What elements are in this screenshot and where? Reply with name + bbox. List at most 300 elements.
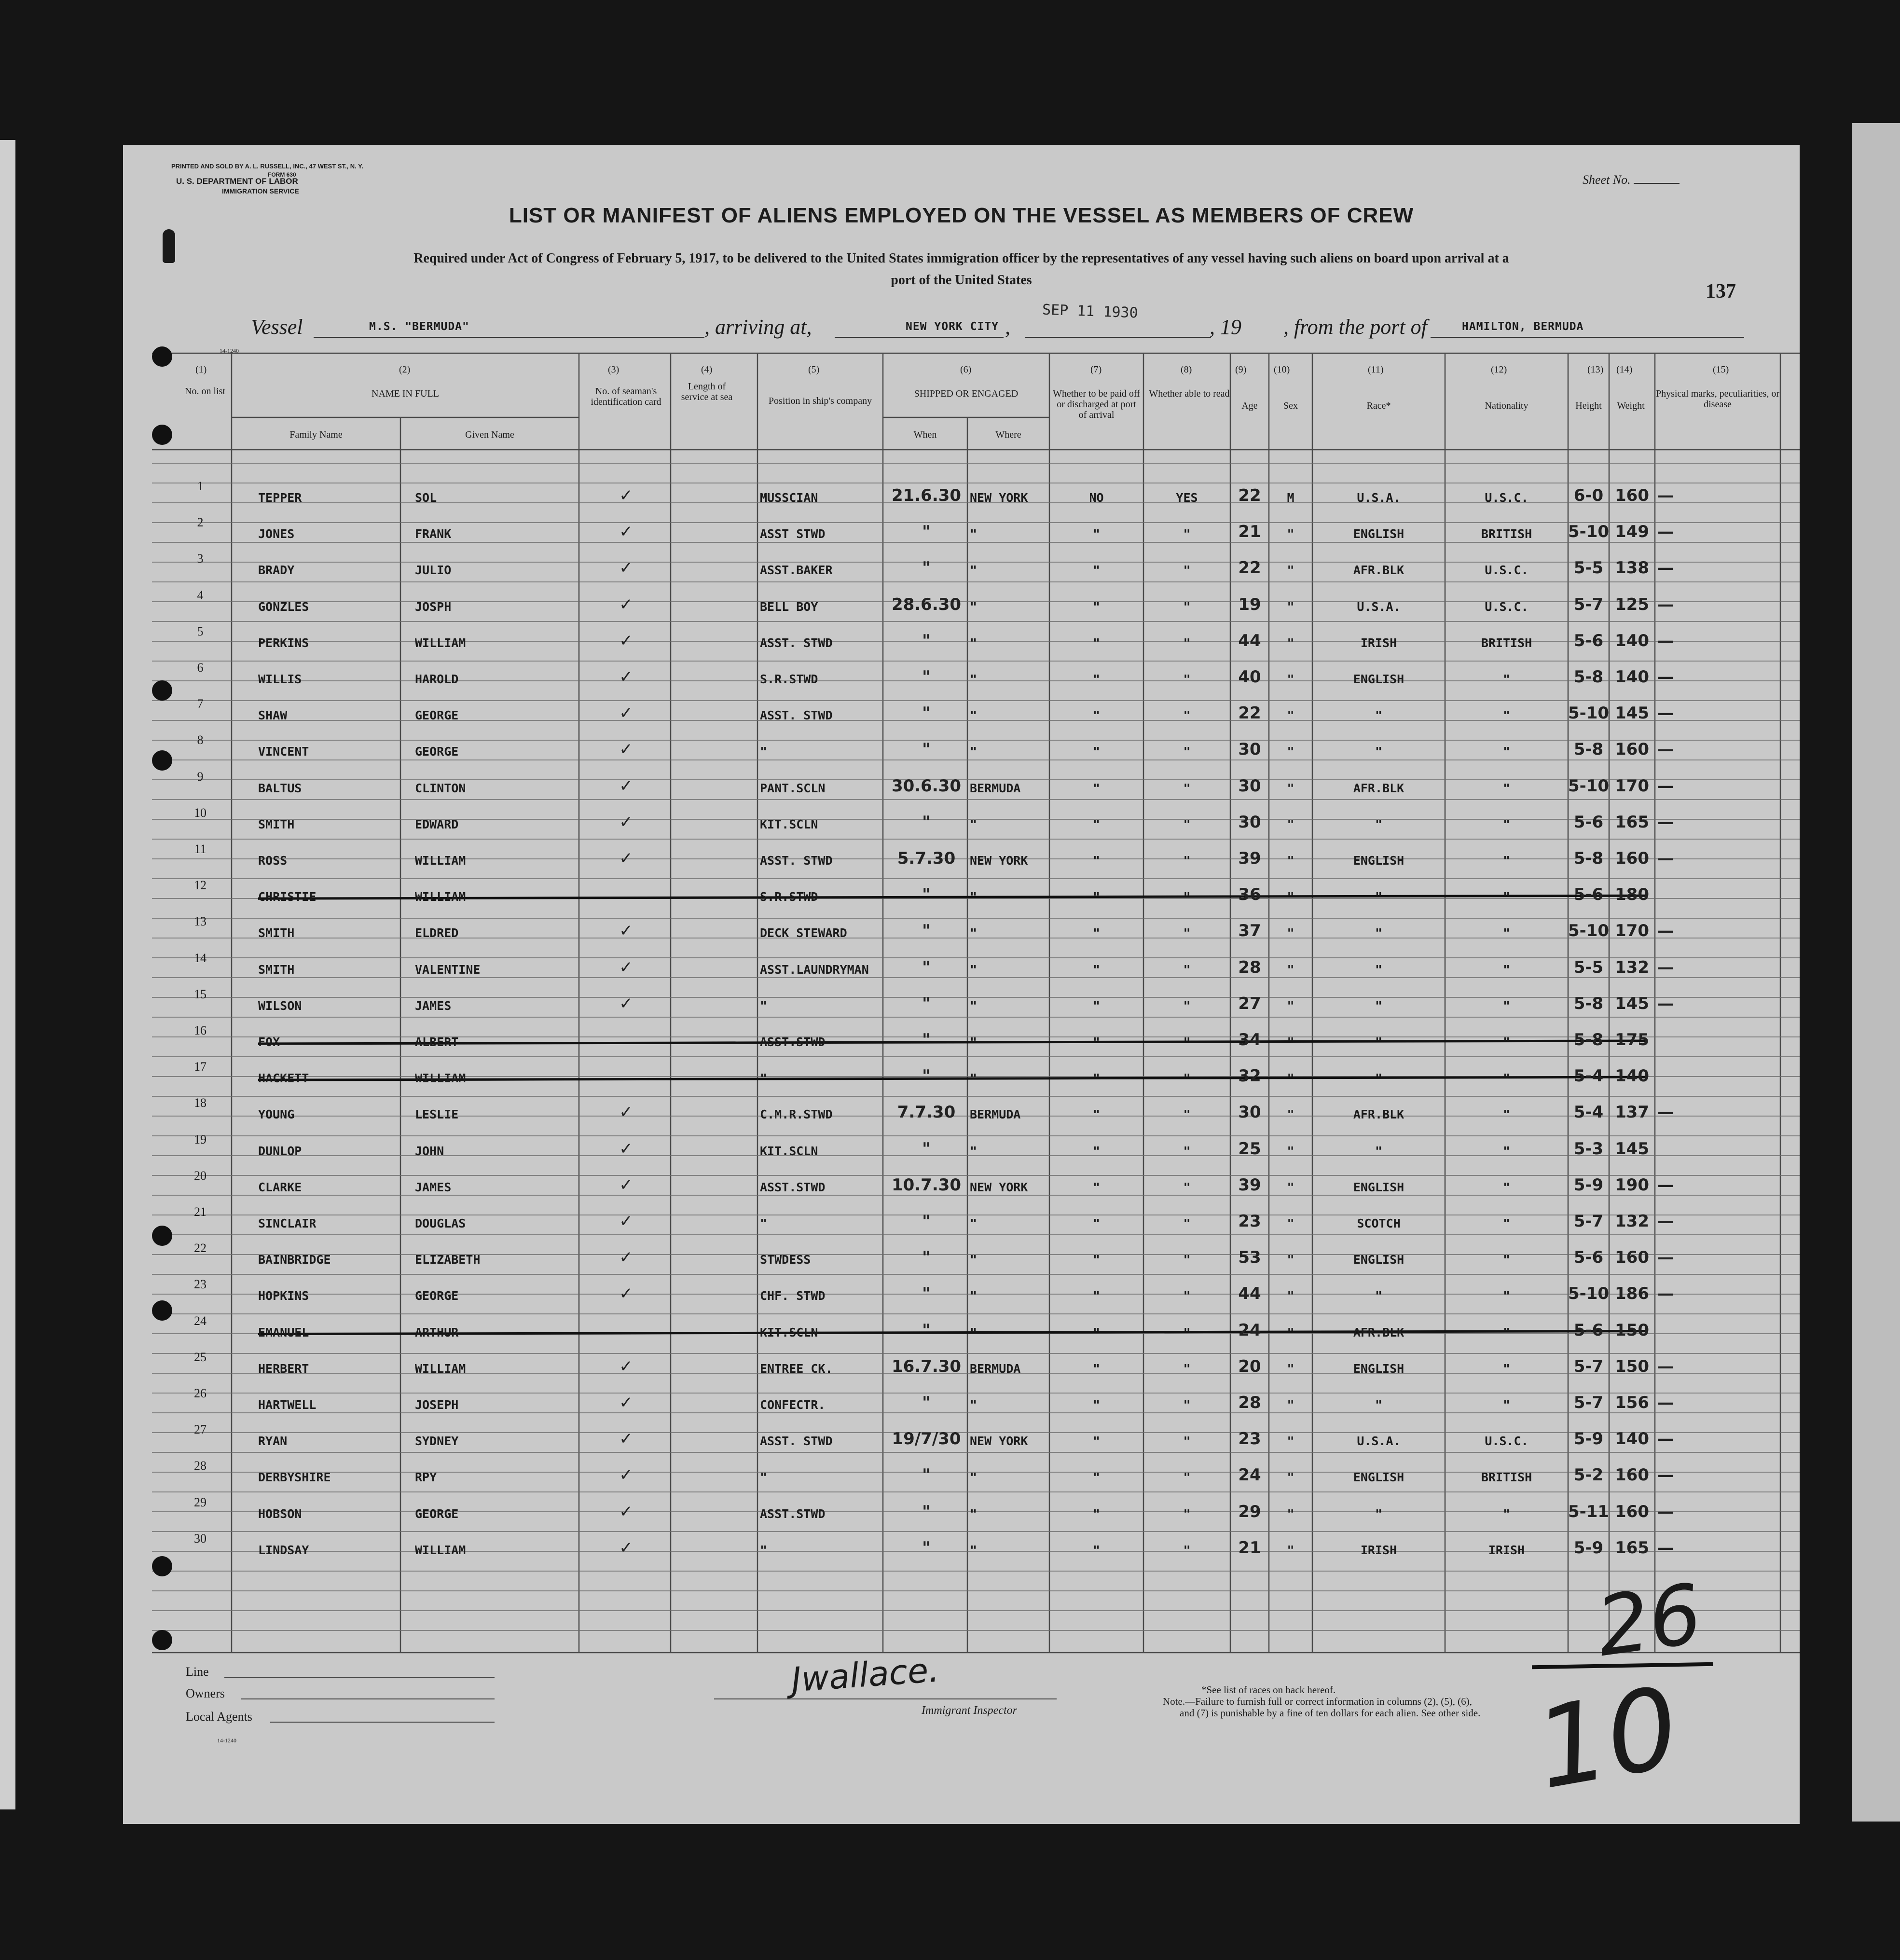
col-num-13: (13) [1587, 364, 1604, 375]
cell-weight: 165 [1615, 812, 1649, 832]
cell-paid: " [1092, 635, 1101, 650]
cell-nationality: " [1502, 890, 1511, 904]
cell-weight: 186 [1615, 1284, 1649, 1304]
cell-when: 16.7.30 [891, 1356, 962, 1376]
cell-marks: — [1657, 1356, 1674, 1376]
binder-hole [152, 1630, 172, 1650]
col-race: Race* [1366, 400, 1391, 411]
cell-race: " [1375, 962, 1383, 977]
cell-card: ✓ [619, 1139, 633, 1159]
cell-given: JOSEPH [415, 1398, 459, 1412]
page-number: 137 [1706, 280, 1736, 303]
row-number: 18 [194, 1096, 207, 1110]
row-number: 12 [194, 878, 207, 893]
cell-paid: " [1092, 1325, 1101, 1339]
cell-race: U.S.A. [1357, 599, 1401, 614]
cell-height: 5-10 [1568, 704, 1610, 723]
cell-marks: — [1657, 558, 1674, 578]
cell-card: ✓ [619, 957, 633, 977]
cell-read: " [1183, 962, 1191, 977]
cell-sex: " [1287, 1144, 1294, 1158]
cell-age: 22 [1238, 486, 1261, 505]
col-num-10: (10) [1274, 364, 1290, 375]
cell-nationality: " [1502, 1325, 1511, 1339]
cell-race: " [1375, 1506, 1383, 1521]
cell-position: MUSSCIAN [760, 491, 818, 505]
cell-nationality: " [1502, 672, 1511, 686]
cell-where: " [970, 527, 978, 541]
cell-height: 5-7 [1573, 1393, 1604, 1412]
cell-given: GEORGE [415, 708, 459, 723]
col-num-4: (4) [701, 364, 713, 375]
cell-read: " [1183, 781, 1191, 795]
cell-card: ✓ [619, 921, 633, 941]
cell-marks: — [1657, 1103, 1674, 1122]
binder-hole [152, 1556, 172, 1576]
cell-weight: 160 [1615, 740, 1649, 759]
cell-card: ✓ [619, 522, 633, 542]
col-num-7: (7) [1090, 364, 1102, 375]
cell-where: " [970, 1543, 978, 1557]
cell-position: CONFECTR. [760, 1398, 826, 1412]
cell-given: JOSPH [415, 599, 452, 614]
cell-height: 5-7 [1573, 1356, 1604, 1376]
cell-height: 5-4 [1573, 1066, 1604, 1086]
cell-race: AFR.BLK [1353, 1107, 1404, 1122]
cell-age: 22 [1238, 558, 1261, 578]
cell-card: ✓ [619, 740, 633, 759]
cell-marks: — [1657, 667, 1674, 687]
cell-paid: " [1092, 708, 1101, 723]
cell-given: FRANK [415, 527, 452, 541]
cell-given: JOHN [415, 1144, 444, 1158]
cell-position: ASST STWD [760, 527, 826, 541]
cell-marks: — [1657, 849, 1674, 868]
cell-marks: — [1657, 1248, 1674, 1268]
cell-read: " [1183, 1470, 1191, 1485]
cell-when: 10.7.30 [891, 1175, 962, 1195]
cell-age: 37 [1238, 921, 1261, 941]
cell-position: ASST. STWD [760, 1434, 833, 1449]
cell-given: WILLIAM [415, 890, 466, 904]
cell-paid: NO [1089, 491, 1104, 505]
cell-where: NEW YORK [970, 854, 1028, 868]
cell-weight: 156 [1615, 1393, 1649, 1412]
cell-card: ✓ [619, 667, 633, 687]
cell-when: " [922, 885, 931, 905]
footer-owners-underline [241, 1698, 495, 1699]
col-num-2: (2) [399, 364, 411, 375]
cell-sex: " [1287, 1398, 1294, 1412]
row-number: 19 [194, 1132, 207, 1146]
cell-paid: " [1092, 1180, 1101, 1194]
row-number: 4 [197, 588, 204, 602]
cell-sex: " [1287, 1470, 1294, 1485]
cell-paid: " [1092, 817, 1101, 831]
cell-sex: " [1287, 854, 1294, 868]
cell-when: 28.6.30 [891, 594, 962, 614]
cell-given: ELIZABETH [415, 1253, 481, 1267]
cell-when: " [922, 1320, 931, 1340]
cell-weight: 170 [1615, 776, 1649, 796]
cell-marks: — [1657, 486, 1674, 505]
cell-where: " [970, 635, 978, 650]
cell-when: " [922, 1248, 931, 1268]
cell-paid: " [1092, 745, 1101, 759]
footer-owners-label: Owners [186, 1686, 225, 1700]
cell-given: WILLIAM [415, 1361, 466, 1376]
cell-position: KIT.SCLN [760, 1144, 818, 1158]
cell-sex: " [1287, 527, 1294, 541]
col-no-on-list: No. on list [185, 386, 225, 397]
col-name-in-full: NAME IN FULL [372, 388, 439, 399]
cell-weight: 132 [1615, 1212, 1649, 1231]
cell-age: 29 [1238, 1502, 1261, 1521]
cell-age: 44 [1238, 1284, 1261, 1304]
cell-where: " [970, 1253, 978, 1267]
cell-given: WILLIAM [415, 1071, 466, 1086]
cell-where: " [970, 563, 978, 578]
row-number: 25 [194, 1350, 207, 1364]
cell-position: DECK STEWARD [760, 926, 847, 940]
cell-family: SMITH [258, 817, 295, 831]
cell-where: BERMUDA [970, 781, 1021, 795]
cell-sex: " [1287, 745, 1294, 759]
row-number: 2 [197, 515, 204, 530]
row-number: 15 [194, 987, 207, 1001]
cell-weight: 160 [1615, 486, 1649, 505]
cell-position: ASST.STWD [760, 1506, 826, 1521]
cell-age: 39 [1238, 1175, 1261, 1195]
cell-given: SYDNEY [415, 1434, 459, 1449]
cell-race: " [1375, 745, 1383, 759]
cell-family: HOBSON [258, 1506, 302, 1521]
cell-height: 5-7 [1573, 594, 1604, 614]
cell-height: 5-10 [1568, 921, 1610, 941]
cell-where: " [970, 1325, 978, 1339]
cell-when: 30.6.30 [891, 776, 962, 796]
cell-age: 30 [1238, 776, 1261, 796]
cell-paid: " [1092, 854, 1101, 868]
cell-read: " [1183, 1253, 1191, 1267]
cell-height: 5-8 [1573, 994, 1604, 1013]
row-number: 23 [194, 1277, 207, 1292]
col-family-name: Family Name [289, 429, 343, 440]
col-num-12: (12) [1491, 364, 1507, 375]
cell-age: 21 [1238, 522, 1261, 542]
cell-when: " [922, 667, 931, 687]
col-length-service: Length of service at sea [681, 381, 733, 402]
cell-sex: M [1287, 491, 1294, 505]
cell-where: NEW YORK [970, 1180, 1028, 1194]
cell-height: 5-9 [1573, 1429, 1604, 1449]
cell-weight: 145 [1615, 994, 1649, 1013]
cell-family: SHAW [258, 708, 288, 723]
cell-when: " [922, 704, 931, 723]
cell-read: " [1183, 1035, 1191, 1049]
cell-paid: " [1092, 1361, 1101, 1376]
cell-nationality: " [1502, 745, 1511, 759]
cell-where: " [970, 890, 978, 904]
cell-weight: 132 [1615, 957, 1649, 977]
cell-sex: " [1287, 1216, 1294, 1230]
cell-sex: " [1287, 998, 1294, 1013]
cell-family: ROSS [258, 854, 288, 868]
cell-given: WILLIAM [415, 1543, 466, 1557]
row-number: 6 [197, 661, 204, 675]
row-number: 1 [197, 479, 204, 493]
cell-paid: " [1092, 1035, 1101, 1049]
cell-race: SCOTCH [1357, 1216, 1401, 1230]
cell-age: 25 [1238, 1139, 1261, 1159]
footer-line-underline [224, 1677, 495, 1678]
cell-card: ✓ [619, 1212, 633, 1231]
cell-read: " [1183, 1144, 1191, 1158]
department-name: U. S. DEPARTMENT OF LABOR [176, 177, 298, 186]
adjacent-page-right-edge [1852, 123, 1900, 1822]
cell-when: " [922, 522, 931, 542]
cell-race: U.S.A. [1357, 491, 1401, 505]
cell-read: " [1183, 854, 1191, 868]
cell-card: ✓ [619, 1248, 633, 1268]
binder-hole [152, 346, 172, 367]
binder-hole [152, 1226, 172, 1246]
cell-read: " [1183, 745, 1191, 759]
cell-weight: 160 [1615, 1248, 1649, 1268]
col-num-9: (9) [1235, 364, 1247, 375]
cell-family: HERBERT [258, 1361, 309, 1376]
cell-age: 27 [1238, 994, 1261, 1013]
races-note: *See list of races on back hereof. [1201, 1684, 1336, 1696]
col-sex: Sex [1283, 400, 1298, 411]
cell-position: ASST.STWD [760, 1035, 826, 1049]
cell-sex: " [1287, 1325, 1294, 1339]
cell-marks: — [1657, 957, 1674, 977]
cell-nationality: BRITISH [1481, 1470, 1532, 1485]
cell-nationality: " [1502, 1144, 1511, 1158]
cell-family: BRADY [258, 563, 295, 578]
row-number: 22 [194, 1241, 207, 1256]
cell-paid: " [1092, 926, 1101, 940]
cell-sex: " [1287, 1543, 1294, 1557]
cell-card: ✓ [619, 1393, 633, 1412]
cell-paid: " [1092, 1470, 1101, 1485]
cell-family: LINDSAY [258, 1543, 309, 1557]
cell-given: EDWARD [415, 817, 459, 831]
cell-marks: — [1657, 1429, 1674, 1449]
cell-read: YES [1176, 491, 1198, 505]
cell-sex: " [1287, 1289, 1294, 1303]
cell-weight: 165 [1615, 1538, 1649, 1558]
cell-read: " [1183, 1434, 1191, 1449]
cell-nationality: BRITISH [1481, 527, 1532, 541]
cell-read: " [1183, 599, 1191, 614]
row-number: 30 [194, 1531, 207, 1546]
cell-position: ASST.STWD [760, 1180, 826, 1194]
cell-race: ENGLISH [1353, 1361, 1404, 1376]
col-num-11: (11) [1368, 364, 1384, 375]
cell-paid: " [1092, 599, 1101, 614]
cell-marks: — [1657, 776, 1674, 796]
cell-given: RPY [415, 1470, 437, 1485]
cell-family: EMANUEL [258, 1325, 309, 1339]
cell-family: SMITH [258, 926, 295, 940]
cell-nationality: " [1502, 854, 1511, 868]
cell-read: " [1183, 635, 1191, 650]
cell-read: " [1183, 890, 1191, 904]
cell-position: ASST.LAUNDRYMAN [760, 962, 869, 977]
cell-when: " [922, 1393, 931, 1412]
cell-nationality: " [1502, 1107, 1511, 1122]
cell-read: " [1183, 998, 1191, 1013]
cell-where: " [970, 1216, 978, 1230]
cell-race: " [1375, 890, 1383, 904]
cell-where: " [970, 1071, 978, 1086]
cell-given: JULIO [415, 563, 452, 578]
subtitle-line-2: port of the United States [891, 273, 1032, 288]
row-number: 26 [194, 1386, 207, 1400]
binder-hole [152, 680, 172, 701]
cell-sex: " [1287, 1107, 1294, 1122]
cell-height: 5-6 [1573, 631, 1604, 650]
col-num-8: (8) [1181, 364, 1192, 375]
cell-position: STWDESS [760, 1253, 811, 1267]
cell-family: DERBYSHIRE [258, 1470, 331, 1485]
cell-sex: " [1287, 817, 1294, 831]
cell-nationality: " [1502, 1289, 1511, 1303]
cell-paid: " [1092, 1506, 1101, 1521]
arrival-port: NEW YORK CITY [905, 320, 999, 333]
cell-nationality: U.S.C. [1485, 1434, 1528, 1449]
cell-nationality: " [1502, 708, 1511, 723]
cell-card: ✓ [619, 1103, 633, 1122]
cell-family: CHRISTIE [258, 890, 317, 904]
penalty-note-2: and (7) is punishable by a fine of ten dollars for each alien. See other side. [1180, 1707, 1481, 1719]
cell-height: 5-11 [1568, 1502, 1610, 1521]
cell-position: ASST. STWD [760, 854, 833, 868]
cell-when: " [922, 740, 931, 759]
cell-where: " [970, 926, 978, 940]
cell-when: 21.6.30 [891, 486, 962, 505]
col-shipped: SHIPPED OR ENGAGED [914, 388, 1019, 399]
cell-paid: " [1092, 527, 1101, 541]
cell-sex: " [1287, 708, 1294, 723]
inspector-label: Immigrant Inspector [922, 1704, 1017, 1717]
cell-marks: — [1657, 921, 1674, 941]
cell-position: S.R.STWD [760, 672, 818, 686]
cell-paid: " [1092, 962, 1101, 977]
cell-sex: " [1287, 926, 1294, 940]
cell-marks: — [1657, 522, 1674, 542]
cell-height: 5-5 [1573, 957, 1604, 977]
cell-family: WILSON [258, 998, 302, 1013]
cell-where: NEW YORK [970, 1434, 1028, 1449]
cell-age: 40 [1238, 667, 1261, 687]
cell-height: 5-8 [1573, 667, 1604, 687]
cell-when: " [922, 957, 931, 977]
cell-age: 24 [1238, 1465, 1261, 1485]
cell-weight: 140 [1615, 667, 1649, 687]
cell-card: ✓ [619, 1429, 633, 1449]
col-num-1: (1) [195, 364, 207, 375]
cell-height: 5-3 [1573, 1139, 1604, 1159]
cell-position: C.M.R.STWD [760, 1107, 833, 1122]
cell-given: GEORGE [415, 1289, 459, 1303]
adjacent-page-left-edge [0, 140, 15, 1809]
cell-read: " [1183, 1107, 1191, 1122]
cell-height: 5-8 [1573, 849, 1604, 868]
row-number: 5 [197, 624, 204, 638]
cell-given: JAMES [415, 998, 452, 1013]
cell-read: " [1183, 708, 1191, 723]
cell-given: SOL [415, 491, 437, 505]
cell-position: " [760, 1470, 768, 1485]
cell-sex: " [1287, 962, 1294, 977]
binder-hole [152, 750, 172, 771]
cell-nationality: " [1502, 998, 1511, 1013]
service-name: IMMIGRATION SERVICE [222, 187, 299, 195]
footer-agents-label: Local Agents [186, 1710, 252, 1724]
row-number: 7 [197, 697, 204, 711]
cell-paid: " [1092, 1434, 1101, 1449]
cell-height: 5-2 [1573, 1465, 1604, 1485]
row-number: 16 [194, 1023, 207, 1037]
cell-nationality: " [1502, 817, 1511, 831]
cell-card: ✓ [619, 631, 633, 650]
cell-weight: 137 [1615, 1103, 1649, 1122]
cell-family: TEPPER [258, 491, 302, 505]
cell-marks: — [1657, 594, 1674, 614]
cell-where: BERMUDA [970, 1361, 1021, 1376]
cell-position: S.R.STWD [760, 890, 818, 904]
vessel-name: M.S. "BERMUDA" [369, 320, 469, 333]
row-number: 8 [197, 733, 204, 747]
col-paid-off: Whether to be paid off or discharged at port of arrival [1053, 388, 1140, 420]
cell-family: JONES [258, 527, 295, 541]
cell-marks: — [1657, 1212, 1674, 1231]
cell-position: " [760, 1216, 768, 1230]
cell-nationality: " [1502, 1180, 1511, 1194]
cell-height: 5-9 [1573, 1538, 1604, 1558]
departure-port: HAMILTON, BERMUDA [1462, 320, 1584, 333]
cell-weight: 170 [1615, 921, 1649, 941]
cell-family: HACKETT [258, 1071, 309, 1086]
col-when: When [913, 429, 937, 440]
cell-given: ALBERT [415, 1035, 459, 1049]
col-nationality: Nationality [1485, 400, 1528, 411]
cell-sex: " [1287, 1180, 1294, 1194]
cell-marks: — [1657, 1175, 1674, 1195]
cell-when: 5.7.30 [897, 849, 956, 868]
handwritten-total-10: 10 [1527, 1663, 1688, 1815]
cell-when: 7.7.30 [897, 1103, 956, 1122]
cell-height: 5-9 [1573, 1175, 1604, 1195]
cell-paid: " [1092, 672, 1101, 686]
col-position: Position in ship's company [768, 396, 872, 406]
cell-family: HARTWELL [258, 1398, 317, 1412]
cell-age: 39 [1238, 849, 1261, 868]
cell-read: " [1183, 1325, 1191, 1339]
cell-card: ✓ [619, 704, 633, 723]
cell-read: " [1183, 1361, 1191, 1376]
penalty-note-1: Note.—Failure to furnish full or correct information in columns (2), (5), (6), [1163, 1696, 1472, 1707]
cell-marks: — [1657, 704, 1674, 723]
cell-paid: " [1092, 1071, 1101, 1086]
cell-paid: " [1092, 563, 1101, 578]
cell-family: BALTUS [258, 781, 302, 795]
cell-given: HAROLD [415, 672, 459, 686]
row-number: 13 [194, 914, 207, 929]
